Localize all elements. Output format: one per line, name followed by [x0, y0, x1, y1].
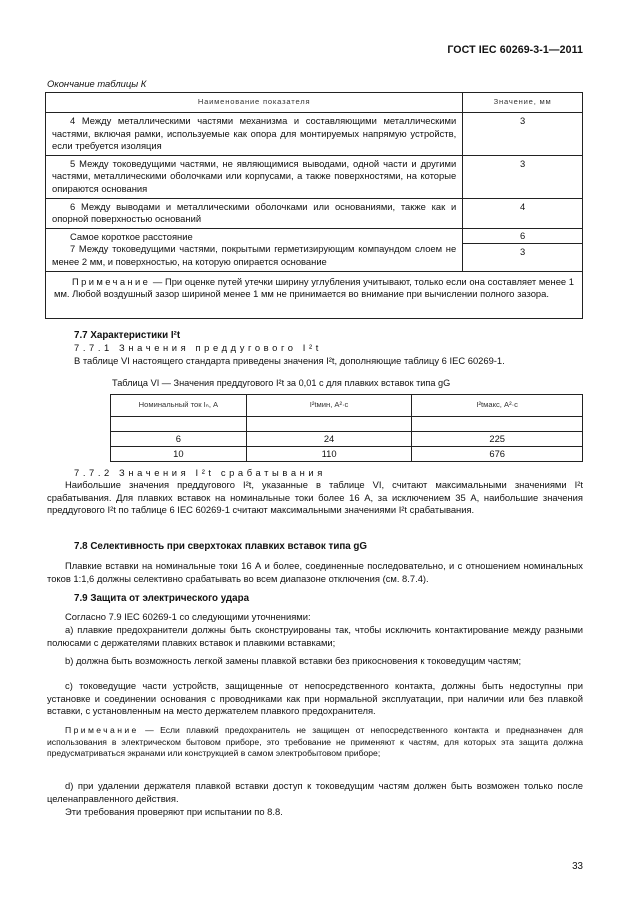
page-number: 33 — [572, 861, 583, 872]
table-k-row-value: 3 — [463, 155, 583, 198]
table-k-caption: Окончание таблицы К — [47, 78, 147, 89]
section-7-8-title: 7.8 Селективность при сверхтоках плавких вставок типа gG — [74, 541, 368, 552]
table-6-min: 24 — [246, 432, 412, 447]
table-k-row-text: 6 Между выводами и металлическими оболочками или основаниями, также как и опорной поверхностью оснований — [46, 198, 463, 228]
table-row — [111, 432, 583, 447]
note-text: — При оценке путей утечки ширину углубления учитывают, только если она составляет менее 1 мм. Любой воздушный зазор шириной менее 1 мм не принимается во внимание при вычислении полного зазора. — [54, 275, 574, 300]
table-6-current: 10 — [111, 447, 247, 462]
section-7-9-item-a: а) плавкие предохранители должны быть сконструированы так, чтобы исключить контактирование между разными полюсами с держателями плавких вставок и плавкими вставками; — [47, 624, 583, 648]
table-k-row-text: 5 Между токоведущими частями, не являющимися выводами, одной части и другими частями, металлическими оболочками или корпусами, а также поверхностями, на которые опираются основания — [46, 155, 463, 198]
table-k-row-text: 4 Между металлическими частями механизма и составляющими металлическими частями, включая рамки, используемые как опора для монтируемых напрямую устройств, если требуется изоляция — [46, 113, 463, 156]
table-6-col-current: Номинальный ток Iₙ, А — [111, 395, 247, 417]
section-7-9-item-c: с) токоведущие части устройств, защищенные от непосредственного контакта, должны быть недоступны при установке и соединении основания с проводниками как при нормальной эксплуатации, при наличии или без плавкой вставки, с установленным на место держателем плавкого предохранителя. — [47, 680, 583, 717]
table-6-current: 6 — [111, 432, 247, 447]
table-6-max: 225 — [412, 432, 583, 447]
section-7-7-1-title: 7.7.1 Значения преддугового I²t — [74, 342, 322, 353]
section-7-7-1-text: В таблице VI настоящего стандарта приведены значения I²t, дополняющие таблицу 6 IEC 60269-1. — [74, 355, 505, 366]
table-k-row-text: Самое короткое расстояние — [70, 230, 193, 242]
section-7-7-title: 7.7 Характеристики I²t — [74, 330, 181, 341]
table-6 — [110, 394, 583, 462]
section-7-9-item-b: b) должна быть возможность легкой замены плавкой вставки без прикосновения к токоведущим частям; — [65, 655, 522, 666]
table-6-caption: Таблица VI — Значения преддугового I²t за 0,01 с для плавких вставок типа gG — [112, 378, 451, 388]
section-7-7-2-title: 7.7.2 Значения I²t срабатывания — [74, 467, 326, 478]
section-7-9-intro: Согласно 7.9 IEC 60269-1 со следующими уточнениями: — [65, 611, 311, 622]
note-label: Примечание — [65, 725, 139, 735]
table-k-col-value: Значение, мм — [463, 93, 583, 113]
note-label: Примечание — [72, 275, 151, 287]
table-k-row-value: 3 — [463, 113, 583, 156]
table-6-min: 110 — [246, 447, 412, 462]
section-7-9-item-d: d) при удалении держателя плавкой вставки доступ к токоведущим частям должен быть возможен только после целенаправленного действия. — [47, 780, 583, 804]
section-7-9-title: 7.9 Защита от электрического удара — [74, 593, 250, 604]
table-k-row-text: 7 Между токоведущими частями, покрытыми герметизирующим компаундом слоем не менее 2 мм, и поверхностью, на которую опирается основание — [52, 243, 457, 267]
table-k-merged-text — [46, 228, 463, 271]
table-6-spacer-row — [111, 417, 583, 432]
table-row — [46, 113, 583, 156]
table-row — [46, 198, 583, 228]
note-text: — Если плавкий предохранитель не защищен от непосредственного контакта и предназначен для использования в электрическом бытовом приборе, это требование не применяют к частям, для которых эта защита должна предусматриваться экранами или конструкцией в самом электробытовом приборе; — [47, 725, 583, 759]
standard-header: ГОСТ IEC 60269-3-1—2011 — [447, 44, 583, 56]
table-k-header-row — [46, 93, 583, 113]
table-6-header-row — [111, 395, 583, 417]
table-k-note — [46, 271, 583, 318]
table-row — [46, 155, 583, 198]
table-row — [46, 228, 583, 243]
table-k-row-value: 4 — [463, 198, 583, 228]
section-7-7-2-text: Наибольшие значения преддугового I²t, указанные в таблице VI, считают максимальными значениями I²t срабатывания. Для плавких вставок на номинальные токи более 16 А, за исключением 35 А, наибольшие значения преддугового I²t по таблице 6 IEC 60269-1 считают максимальными значениями I²t срабатывания. — [47, 479, 583, 516]
section-7-9-check: Эти требования проверяют при испытании по 8.8. — [65, 806, 283, 817]
table-6-col-max: I²tмакс, А²·с — [412, 395, 583, 417]
table-row — [111, 447, 583, 462]
table-k-row-value: 6 — [463, 228, 583, 243]
table-6-max: 676 — [412, 447, 583, 462]
table-k — [45, 92, 583, 319]
section-7-9-note — [47, 725, 583, 760]
table-k-note-row — [46, 271, 583, 318]
section-7-8-text: Плавкие вставки на номинальные токи 16 А и более, соединенные последовательно, и с отношением номинальных токов 1:1,6 должны селективно срабатывать во всем диапазоне отключения (см. 8.7.4). — [47, 560, 583, 584]
table-k-col-name: Наименование показателя — [46, 93, 463, 113]
table-6-col-min: I²tмин, А²·с — [246, 395, 412, 417]
table-k-row-value: 3 — [463, 243, 583, 271]
